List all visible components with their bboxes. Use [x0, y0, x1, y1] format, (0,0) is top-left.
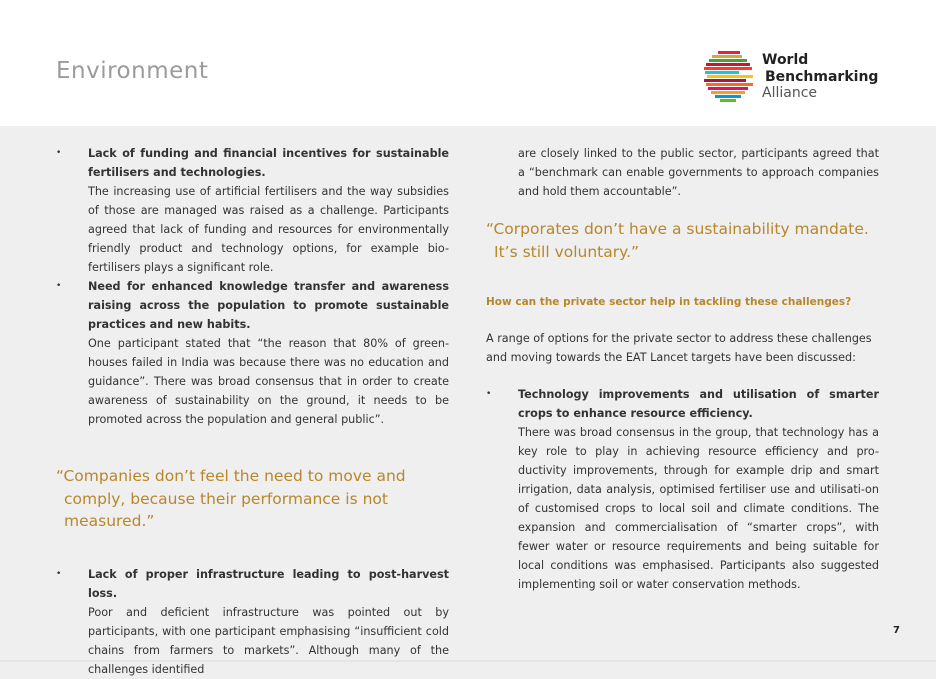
bullet-marker: •: [486, 389, 492, 399]
quote-line2: comply, because their performance is not measured.”: [64, 489, 388, 530]
pull-quote: [56, 465, 449, 533]
logo-text-line1: World: [762, 52, 809, 68]
bullet-heading: Lack of funding and financial incentives for sustainable fertilisers and technologies.: [88, 147, 449, 179]
section-title: Environment: [56, 58, 209, 84]
bullet-marker: •: [56, 281, 62, 291]
quote-line1: “Corporates don’t have a sustainability mandate.: [486, 220, 869, 238]
bullet-heading: Lack of proper infrastructure leading to post-harvest loss.: [88, 567, 449, 600]
quote-line2: It’s still voluntary.”: [494, 242, 640, 261]
bullet-body: Poor and deficient infrastructure was pointed out by participants, with one participant emphasising “insufficient cold chains from farmers to markets”. Although many of the challenges identified: [88, 605, 449, 676]
bullet-funding: [56, 144, 449, 277]
bullet-marker: •: [56, 148, 62, 158]
right-column: [486, 144, 879, 594]
wba-logo: [704, 50, 894, 106]
pull-quote: [486, 218, 879, 263]
bullet-heading: Technology improvements and utilisation of smarter crops to enhance resource efficiency.: [518, 388, 879, 420]
bullet-heading: Need for enhanced knowledge transfer and awareness raising across the population to promote sustainable practices and new habits.: [88, 280, 449, 331]
quote-line1: “Companies don’t feel the need to move and: [56, 467, 406, 485]
bullet-knowledge-transfer: [56, 277, 449, 429]
bullet-body: One participant stated that “the reason that 80% of green-houses failed in India was because there was no education and guidance”. There was broad consensus that in order to create awareness of sustainability on the ground, it needs to be promoted across the population and general public”.: [88, 337, 449, 426]
section-question: How can the private sector help in tackling these challenges?: [486, 296, 852, 308]
bullet-body: The increasing use of artificial fertilisers and the way subsidies of those are managed was raised as a challenge. Participants agreed that lack of funding and resources for environmentally friendly product and technology options, for example bio-fertilisers plays a significant role.: [88, 185, 449, 274]
page-number: 7: [893, 625, 900, 636]
logo-text-line2: Benchmarking: [765, 68, 879, 85]
bullet-body: There was broad consensus in the group, that technology has a key role to play in achieving resource efficiency and pro-ductivity improvements, through for example drip and smart irrigation, data analysis, optimised fertiliser use and utilisati-on of customised crops to local soil and climate conditions. The expansion and commercialisation of “smarter crops”, with fewer water or resource requirements and being suitable for local conditions was emphasised. Participants also suggested implementing soil or water conservation methods.: [518, 426, 879, 591]
logo-text-line3: Alliance: [762, 85, 818, 101]
wba-logo-text: [762, 52, 878, 102]
intro-paragraph: A range of options for the private sector to address these challenges and moving towards the EAT Lancet targets have been discussed:: [486, 332, 872, 364]
bullet-technology: [486, 385, 879, 594]
bullet-marker: •: [56, 568, 62, 579]
left-column: [56, 144, 449, 679]
wba-logo-mark-icon: [704, 50, 756, 104]
page-header: [0, 0, 936, 126]
continuation-text: are closely linked to the public sector, participants agreed that a “benchmark can enable governments to approach companies and hold them accountable”.: [518, 147, 879, 198]
